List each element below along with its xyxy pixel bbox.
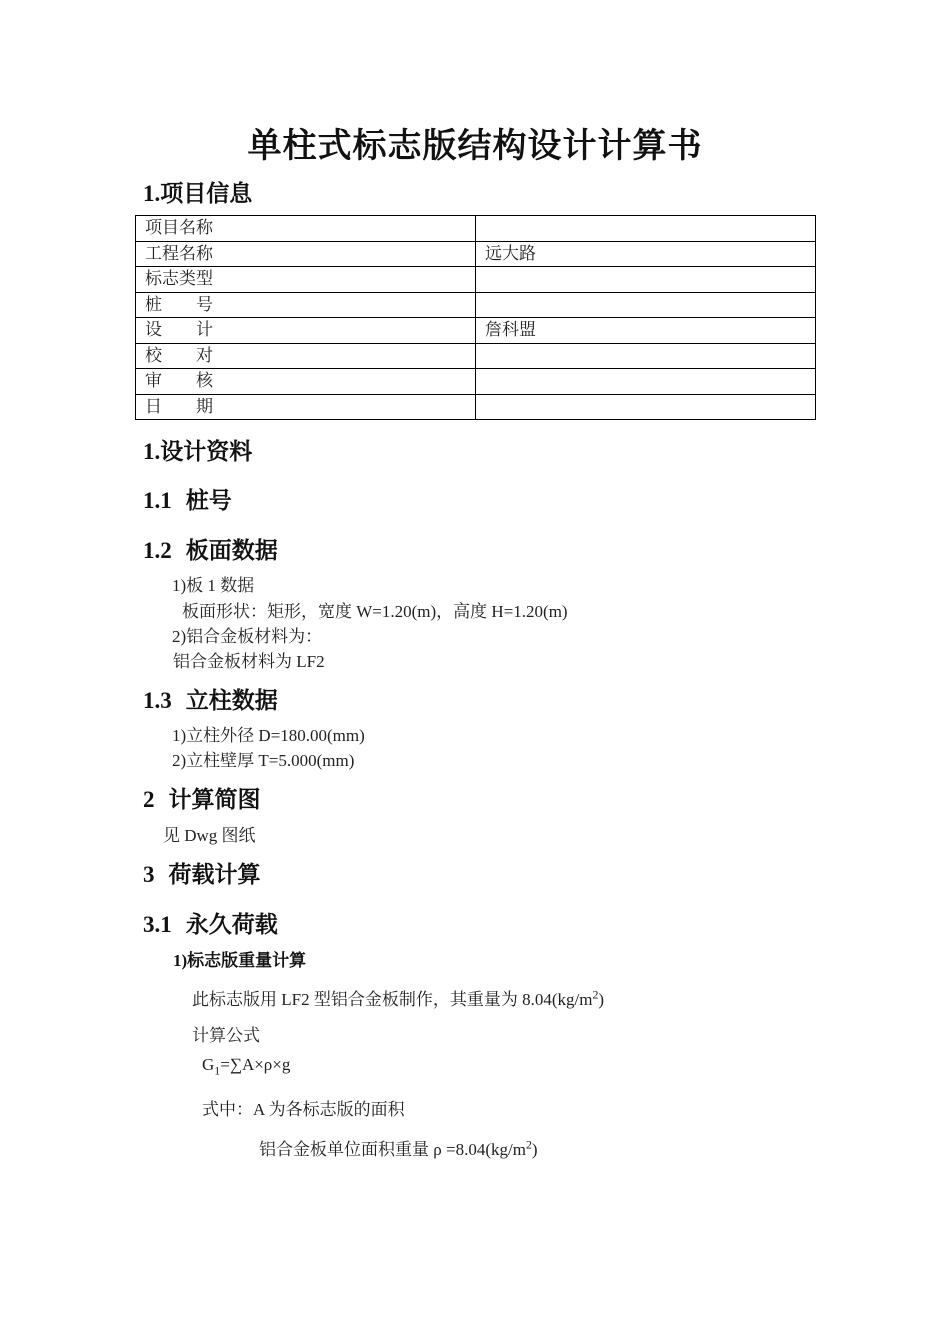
table-cell-label: 日 期 [136,394,476,420]
diagram-reference: 见 Dwg 图纸 [163,826,256,845]
text-span: ) [531,1140,538,1159]
section-1-1-heading [143,482,232,515]
table-cell-value [476,292,816,318]
subscript: 1 [214,1063,221,1078]
formula-where-line: 式中：A 为各标志版的面积 [202,1100,405,1119]
text-span: 此标志版用 LF2 型铝合金板制作，其重量为 8.04(kg/m [192,990,593,1009]
section-3-heading [143,856,261,889]
table-row [136,394,816,420]
unit-area-weight [259,1135,538,1160]
section-number: 1.3 [143,688,172,713]
section-1-3-heading [143,682,278,715]
table-row [136,369,816,395]
table-cell-value [476,343,816,369]
section-title: 立柱数据 [185,688,278,713]
aluminum-material-value: 铝合金板材料为 LF2 [173,652,325,671]
table-row [136,216,816,242]
section-2-heading [143,781,261,814]
table-cell-value [476,267,816,293]
column-wall-thickness: 2)立柱壁厚 T=5.000(mm) [172,751,355,770]
document-title: 单柱式标志版结构设计计算书 [247,128,703,165]
table-cell-value [476,394,816,420]
section-title: 板面数据 [185,538,278,563]
section-number: 3.1 [143,912,172,937]
table-row [136,343,816,369]
section-number: 1.1 [143,488,172,513]
table-cell-label: 项目名称 [136,216,476,242]
table-row [136,318,816,344]
table-cell-value [476,369,816,395]
aluminum-material-label: 2)铝合金板材料为： [172,627,323,646]
table-cell-label: 校 对 [136,343,476,369]
section-1-2-heading [143,532,278,565]
section-design-data: 1.设计资料 [143,439,253,464]
panel-weight-subheading: 1)标志版重量计算 [173,951,307,970]
text-span: =∑A×ρ×g [220,1055,291,1074]
section-number: 1.2 [143,538,172,563]
panel-weight-description [192,985,604,1010]
superscript: 2 [525,1137,532,1152]
table-cell-label: 桩 号 [136,292,476,318]
table-cell-value: 詹科盟 [476,318,816,344]
text-span: 铝合金板单位面积重量 ρ =8.04(kg/m [259,1140,526,1159]
panel-shape-dimensions: 板面形状：矩形，宽度 W=1.20(m)，高度 H=1.20(m) [182,602,568,621]
column-outer-diameter: 1)立柱外径 D=180.00(mm) [172,726,365,745]
table-row [136,241,816,267]
project-info-table [135,215,816,420]
section-title: 荷载计算 [168,862,261,887]
table-cell-value: 远大路 [476,241,816,267]
section-title: 桩号 [185,488,232,513]
table-cell-label: 标志类型 [136,267,476,293]
weight-formula [202,1055,290,1078]
section-title: 计算简图 [168,787,261,812]
table-row [136,267,816,293]
section-title: 永久荷载 [185,912,278,937]
superscript: 2 [592,987,599,1002]
section-number: 2 [143,787,155,812]
panel-1-data-label: 1)板 1 数据 [172,576,255,595]
table-row [136,292,816,318]
text-span: ) [598,990,605,1009]
section-number: 3 [143,862,155,887]
text-span: G [202,1055,215,1074]
formula-label: 计算公式 [192,1026,260,1045]
table-cell-label: 审 核 [136,369,476,395]
table-cell-label: 工程名称 [136,241,476,267]
table-cell-label: 设 计 [136,318,476,344]
section-3-1-heading [143,906,278,939]
section-project-info: 1.项目信息 [143,181,253,206]
table-cell-value [476,216,816,242]
